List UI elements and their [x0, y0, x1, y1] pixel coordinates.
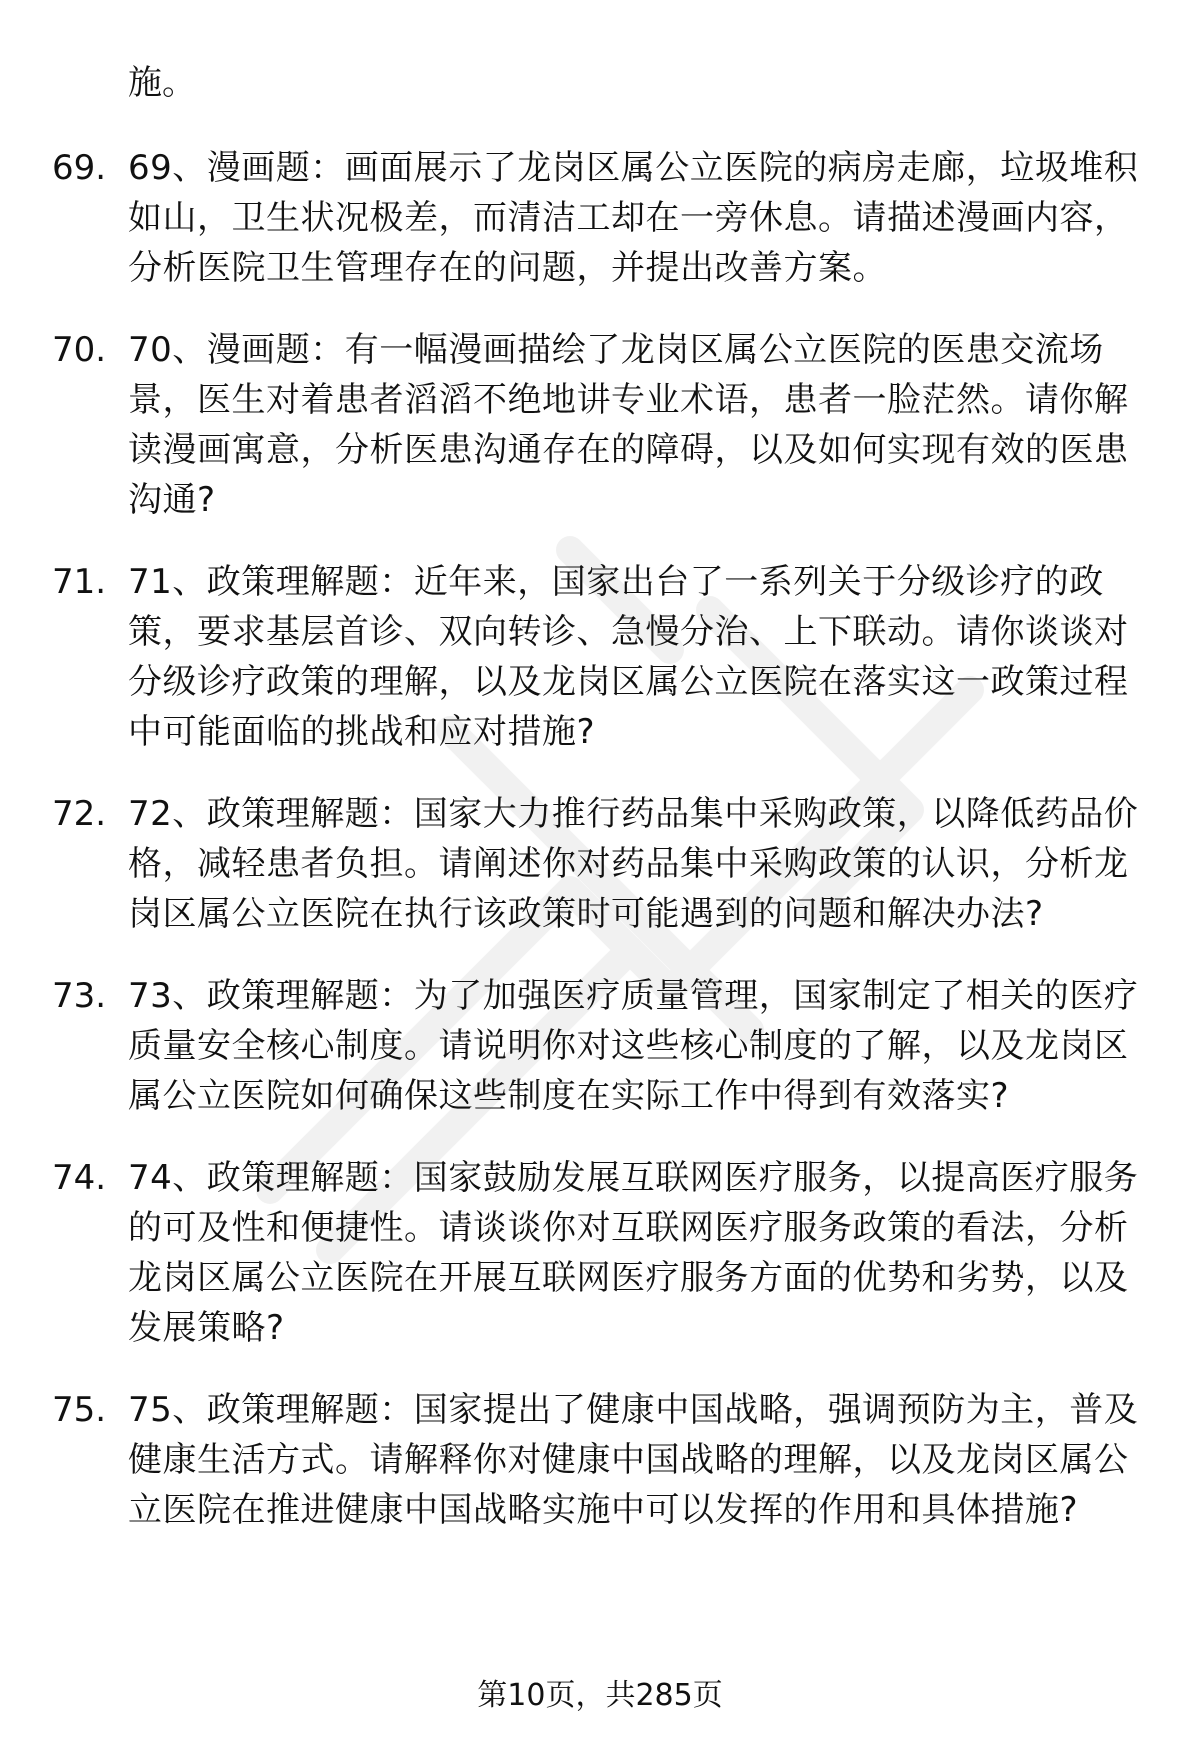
question-item-75 — [0, 1385, 1200, 1535]
question-item-73 — [0, 971, 1200, 1121]
question-number: 74. — [52, 1158, 107, 1198]
question-text: 71、政策理解题：近年来，国家出台了一系列关于分级诊疗的政策，要求基层首诊、双向转诊、急慢分治、上下联动。请你谈谈对分级诊疗政策的理解，以及龙岗区属公立医院在落实这一政策过程中可能面临的挑战和应对措施? — [128, 562, 1129, 752]
question-item-71 — [0, 557, 1200, 757]
question-item-74 — [0, 1153, 1200, 1353]
question-list — [0, 143, 1200, 1567]
question-text: 74、政策理解题：国家鼓励发展互联网医疗服务，以提高医疗服务的可及性和便捷性。请谈谈你对互联网医疗服务政策的看法，分析龙岗区属公立医院在开展互联网医疗服务方面的优势和劣势，以及发展策略? — [128, 1158, 1139, 1348]
question-text: 72、政策理解题：国家大力推行药品集中采购政策，以降低药品价格，减轻患者负担。请阐述你对药品集中采购政策的认识，分析龙岗区属公立医院在执行该政策时可能遇到的问题和解决办法? — [128, 794, 1139, 934]
continuation-text: 施。 — [128, 63, 196, 103]
question-item-72 — [0, 789, 1200, 939]
question-item-69 — [0, 143, 1200, 293]
question-number: 72. — [52, 794, 107, 834]
question-item-70 — [0, 325, 1200, 525]
question-text: 70、漫画题：有一幅漫画描绘了龙岗区属公立医院的医患交流场景，医生对着患者滔滔不绝地讲专业术语，患者一脸茫然。请你解读漫画寓意，分析医患沟通存在的障碍，以及如何实现有效的医患沟通? — [128, 330, 1129, 520]
question-number: 75. — [52, 1390, 107, 1430]
question-number: 69. — [52, 148, 107, 188]
page-footer: 第10页，共285页 — [477, 1678, 723, 1713]
question-text: 69、漫画题：画面展示了龙岗区属公立医院的病房走廊，垃圾堆积如山，卫生状况极差，而清洁工却在一旁休息。请描述漫画内容，分析医院卫生管理存在的问题，并提出改善方案。 — [128, 148, 1139, 288]
question-number: 71. — [52, 562, 107, 602]
question-text: 73、政策理解题：为了加强医疗质量管理，国家制定了相关的医疗质量安全核心制度。请说明你对这些核心制度的了解，以及龙岗区属公立医院如何确保这些制度在实际工作中得到有效落实? — [128, 976, 1139, 1116]
question-number: 70. — [52, 330, 107, 370]
question-text: 75、政策理解题：国家提出了健康中国战略，强调预防为主，普及健康生活方式。请解释你对健康中国战略的理解，以及龙岗区属公立医院在推进健康中国战略实施中可以发挥的作用和具体措施? — [128, 1390, 1139, 1530]
question-number: 73. — [52, 976, 107, 1016]
